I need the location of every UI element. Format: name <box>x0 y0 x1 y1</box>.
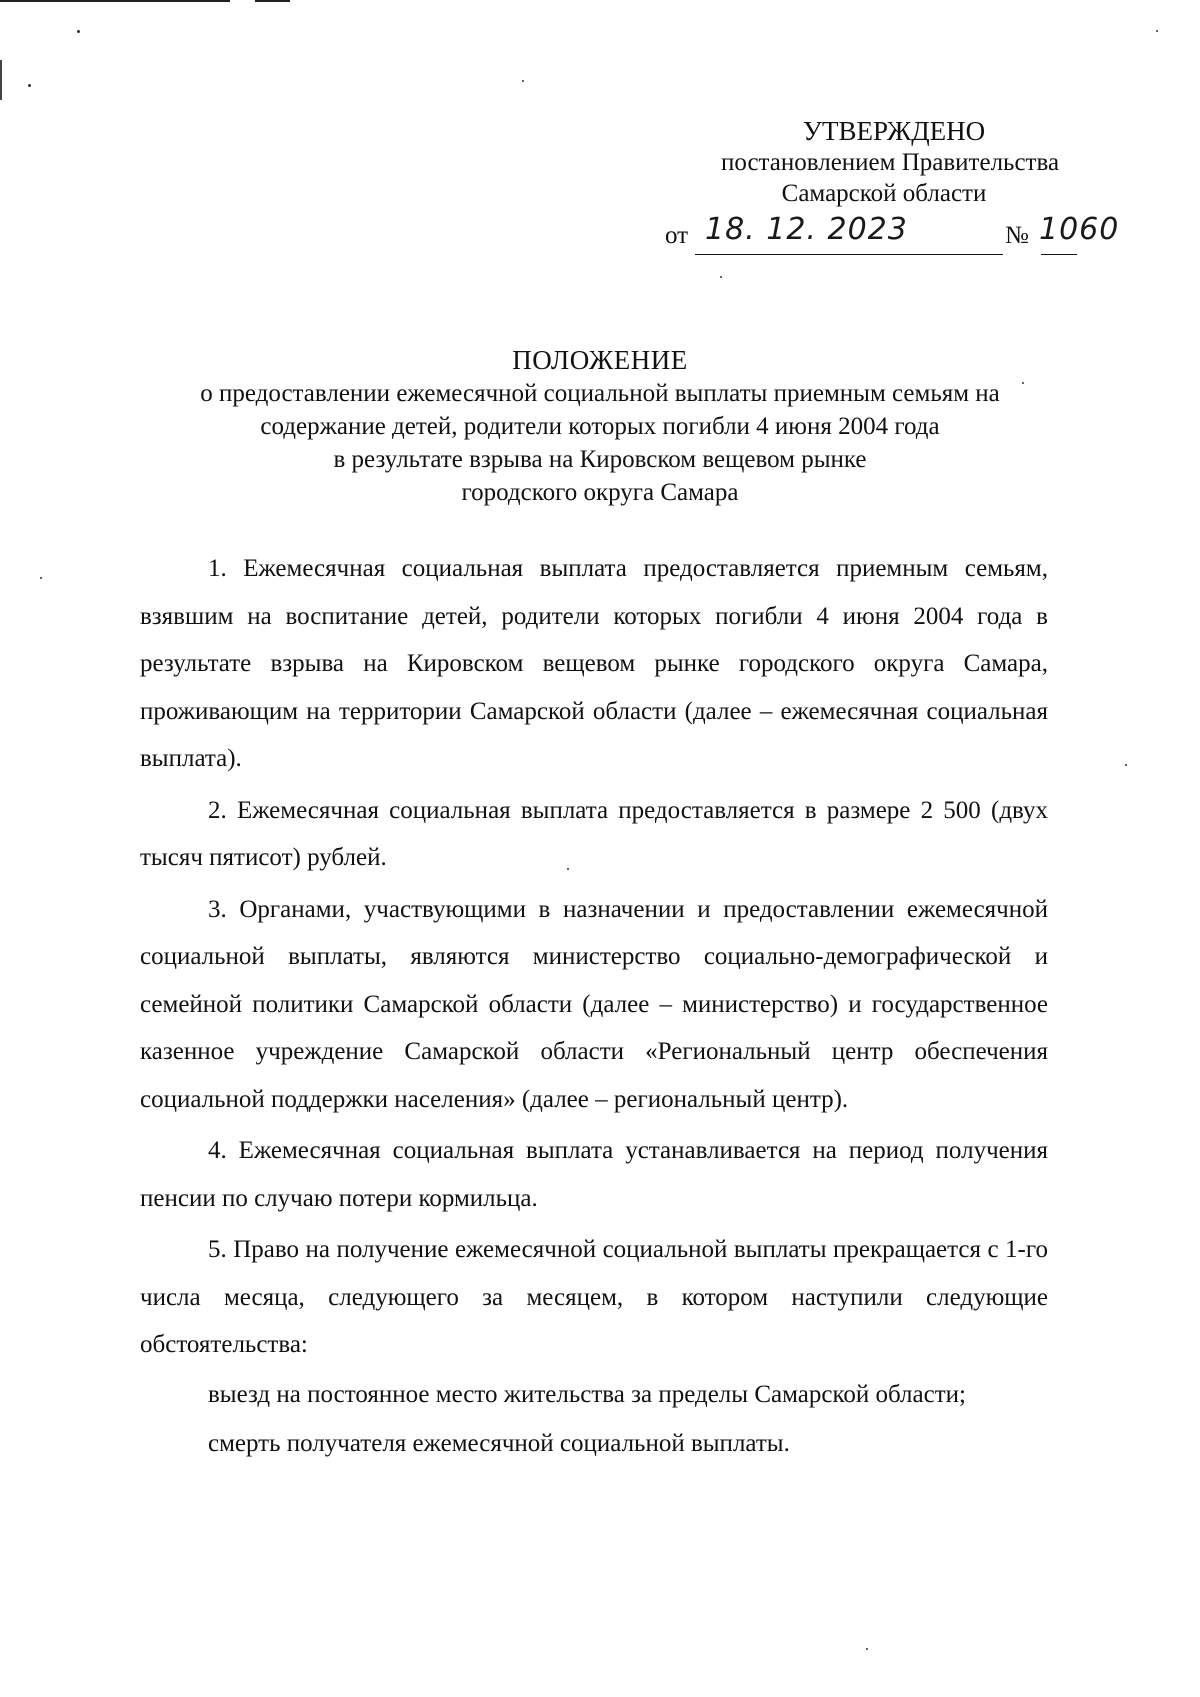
document-title-block <box>130 344 1070 509</box>
approval-line-decree: постановлением Правительства <box>720 149 1060 176</box>
scan-speck <box>40 577 42 579</box>
paragraph-5-item-relocation: выезд на постоянное место жительства за пределы Самарской области; <box>208 1380 966 1408</box>
scan-speck <box>522 80 524 82</box>
approval-date-row <box>665 212 1120 256</box>
document-title: ПОЛОЖЕНИЕ <box>512 345 688 375</box>
handwritten-number: 1060 <box>1039 212 1120 247</box>
approved-heading: УТВЕРЖДЕНО <box>802 116 986 146</box>
paragraph-5: 5. Право на получение ежемесячной социальной выплаты прекращается с 1-го числа месяца, следующего за месяцем, в котором наступили следующие обстоятельства: <box>140 1236 1048 1358</box>
scan-speck <box>866 1648 868 1650</box>
document-subtitle-line: городского округа Самара <box>461 479 739 506</box>
scan-edge-mark <box>0 60 2 100</box>
date-prefix: от <box>665 222 689 249</box>
document-subtitle-line: содержание детей, родители которых погибли 4 июня 2004 года <box>260 413 940 440</box>
paragraph-5-item-death: смерть получателя ежемесячной социальной выплаты. <box>208 1430 790 1457</box>
scan-speck <box>1125 764 1127 766</box>
document-body <box>140 545 1048 1468</box>
scan-speck <box>720 276 722 278</box>
paragraph-4: 4. Ежемесячная социальная выплата устанавливается на период получения пенсии по случаю потери кормильца. <box>140 1137 1048 1212</box>
approval-line-region: Самарской области <box>781 180 987 207</box>
paragraph-1: 1. Ежемесячная социальная выплата предоставляется приемным семьям, взявшим на воспитание детей, родители которых погибли 4 июня 2004 года в результате взрыва на Кировском вещевом рынке городского округа Самара, проживающим на территории Самарской области (далее – ежемесячная социальная выплата). <box>140 555 1048 772</box>
date-underline <box>695 254 1003 255</box>
document-subtitle-line: о предоставлении ежемесячной социальной выплаты приемным семьям на <box>200 380 1000 407</box>
handwritten-date: 18. 12. 2023 <box>705 212 908 247</box>
document-subtitle-line: в результате взрыва на Кировском вещевом рынке <box>333 446 867 473</box>
scan-speck <box>28 84 31 87</box>
paragraph-2: 2. Ежемесячная социальная выплата предоставляется в размере 2 500 (двух тысяч пятисот) рублей. <box>140 796 1048 871</box>
approval-block <box>660 116 1100 209</box>
number-underline <box>1041 254 1077 255</box>
scan-edge-line <box>0 0 230 2</box>
scan-speck <box>1156 30 1158 32</box>
scan-edge-line <box>255 0 290 2</box>
paragraph-3: 3. Органами, участвующими в назначении и предоставлении ежемесячной социальной выплаты, являются министерство социально-демографической и семейной политики Самарской области (далее – министерство) и государственное казенное учреждение Самарской области «Региональный центр обеспечения социальной поддержки населения» (далее – региональный центр). <box>140 895 1048 1113</box>
scan-speck <box>77 30 80 33</box>
number-prefix: № <box>1005 222 1029 249</box>
